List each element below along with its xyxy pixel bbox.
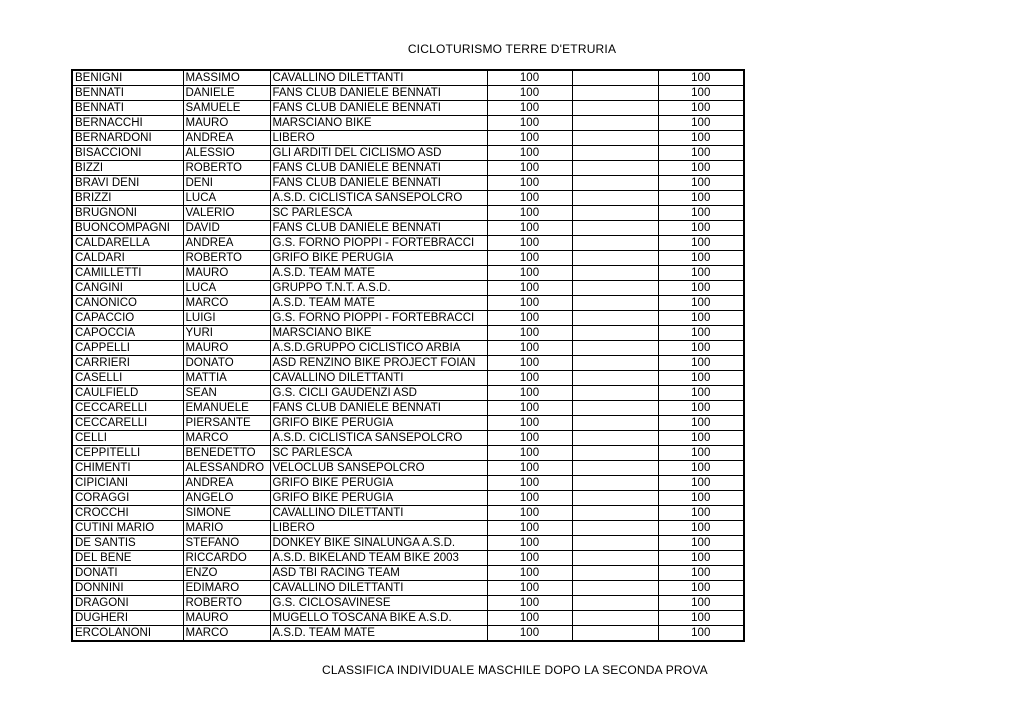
surname-cell: DONATI — [72, 566, 183, 581]
team-cell: GRIFO BIKE PERUGIA — [270, 491, 487, 506]
second-race-points-cell — [572, 371, 658, 386]
table-row — [72, 206, 744, 221]
table-row — [72, 431, 744, 446]
surname-cell: CEPPITELLI — [72, 446, 183, 461]
table-row — [72, 446, 744, 461]
first-race-points-cell: 100 — [487, 476, 572, 491]
surname-cell: BISACCIONI — [72, 146, 183, 161]
surname-cell: CELLI — [72, 431, 183, 446]
second-race-points-cell — [572, 101, 658, 116]
total-points-cell: 100 — [658, 296, 744, 311]
first-race-points-cell: 100 — [487, 86, 572, 101]
table-row — [72, 596, 744, 611]
total-points-cell: 100 — [658, 356, 744, 371]
first-race-points-cell: 100 — [487, 311, 572, 326]
second-race-points-cell — [572, 506, 658, 521]
surname-cell: BRAVI DENI — [72, 176, 183, 191]
table-row — [72, 116, 744, 131]
total-points-cell: 100 — [658, 416, 744, 431]
results-table-body — [72, 70, 744, 641]
table-row — [72, 146, 744, 161]
first-name-cell: PIERSANTE — [183, 416, 270, 431]
total-points-cell: 100 — [658, 476, 744, 491]
second-race-points-cell — [572, 401, 658, 416]
surname-cell: CANONICO — [72, 296, 183, 311]
second-race-points-cell — [572, 626, 658, 642]
first-race-points-cell: 100 — [487, 461, 572, 476]
total-points-cell: 100 — [658, 266, 744, 281]
table-row — [72, 296, 744, 311]
total-points-cell: 100 — [658, 146, 744, 161]
first-name-cell: RICCARDO — [183, 551, 270, 566]
table-row — [72, 476, 744, 491]
first-race-points-cell: 100 — [487, 521, 572, 536]
second-race-points-cell — [572, 326, 658, 341]
first-race-points-cell: 100 — [487, 371, 572, 386]
surname-cell: BERNARDONI — [72, 131, 183, 146]
team-cell: FANS CLUB DANIELE BENNATI — [270, 161, 487, 176]
total-points-cell: 100 — [658, 551, 744, 566]
first-race-points-cell: 100 — [487, 566, 572, 581]
table-row — [72, 416, 744, 431]
second-race-points-cell — [572, 161, 658, 176]
surname-cell: CECCARELLI — [72, 401, 183, 416]
surname-cell: CANGINI — [72, 281, 183, 296]
first-race-points-cell: 100 — [487, 161, 572, 176]
first-name-cell: ROBERTO — [183, 596, 270, 611]
total-points-cell: 100 — [658, 101, 744, 116]
first-name-cell: ANDREA — [183, 131, 270, 146]
table-row — [72, 401, 744, 416]
table-row — [72, 626, 744, 642]
total-points-cell: 100 — [658, 191, 744, 206]
first-race-points-cell: 100 — [487, 116, 572, 131]
first-race-points-cell: 100 — [487, 596, 572, 611]
team-cell: DONKEY BIKE SINALUNGA A.S.D. — [270, 536, 487, 551]
team-cell: FANS CLUB DANIELE BENNATI — [270, 86, 487, 101]
team-cell: GRUPPO T.N.T. A.S.D. — [270, 281, 487, 296]
first-name-cell: ANGELO — [183, 491, 270, 506]
first-name-cell: MAURO — [183, 116, 270, 131]
second-race-points-cell — [572, 176, 658, 191]
team-cell: A.S.D. TEAM MATE — [270, 266, 487, 281]
first-race-points-cell: 100 — [487, 326, 572, 341]
team-cell: GRIFO BIKE PERUGIA — [270, 416, 487, 431]
total-points-cell: 100 — [658, 581, 744, 596]
second-race-points-cell — [572, 341, 658, 356]
total-points-cell: 100 — [658, 221, 744, 236]
second-race-points-cell — [572, 356, 658, 371]
total-points-cell: 100 — [658, 386, 744, 401]
table-row — [72, 191, 744, 206]
total-points-cell: 100 — [658, 371, 744, 386]
first-race-points-cell: 100 — [487, 506, 572, 521]
table-row — [72, 581, 744, 596]
first-race-points-cell: 100 — [487, 191, 572, 206]
first-name-cell: SEAN — [183, 386, 270, 401]
second-race-points-cell — [572, 221, 658, 236]
first-race-points-cell: 100 — [487, 176, 572, 191]
second-race-points-cell — [572, 566, 658, 581]
second-race-points-cell — [572, 446, 658, 461]
table-row — [72, 611, 744, 626]
first-name-cell: EMANUELE — [183, 401, 270, 416]
footer-caption: CLASSIFICA INDIVIDUALE MASCHILE DOPO LA SECONDA PROVA — [322, 663, 708, 677]
team-cell: GLI ARDITI DEL CICLISMO ASD — [270, 146, 487, 161]
surname-cell: CALDARELLA — [72, 236, 183, 251]
first-name-cell: ENZO — [183, 566, 270, 581]
team-cell: MARSCIANO BIKE — [270, 116, 487, 131]
second-race-points-cell — [572, 596, 658, 611]
first-name-cell: ALESSANDRO — [183, 461, 270, 476]
surname-cell: CAPACCIO — [72, 311, 183, 326]
team-cell: CAVALLINO DILETTANTI — [270, 506, 487, 521]
total-points-cell: 100 — [658, 341, 744, 356]
first-race-points-cell: 100 — [487, 356, 572, 371]
surname-cell: CECCARELLI — [72, 416, 183, 431]
table-row — [72, 521, 744, 536]
table-row — [72, 281, 744, 296]
surname-cell: CUTINI MARIO — [72, 521, 183, 536]
first-name-cell: MAURO — [183, 266, 270, 281]
team-cell: FANS CLUB DANIELE BENNATI — [270, 221, 487, 236]
second-race-points-cell — [572, 236, 658, 251]
total-points-cell: 100 — [658, 326, 744, 341]
first-name-cell: ROBERTO — [183, 161, 270, 176]
second-race-points-cell — [572, 281, 658, 296]
table-row — [72, 86, 744, 101]
first-race-points-cell: 100 — [487, 296, 572, 311]
first-race-points-cell: 100 — [487, 386, 572, 401]
first-race-points-cell: 100 — [487, 581, 572, 596]
surname-cell: BENIGNI — [72, 70, 183, 86]
second-race-points-cell — [572, 311, 658, 326]
total-points-cell: 100 — [658, 251, 744, 266]
first-name-cell: ROBERTO — [183, 251, 270, 266]
first-name-cell: MASSIMO — [183, 70, 270, 86]
total-points-cell: 100 — [658, 176, 744, 191]
surname-cell: CIPICIANI — [72, 476, 183, 491]
surname-cell: CORAGGI — [72, 491, 183, 506]
surname-cell: CASELLI — [72, 371, 183, 386]
table-row — [72, 236, 744, 251]
first-race-points-cell: 100 — [487, 101, 572, 116]
second-race-points-cell — [572, 86, 658, 101]
first-race-points-cell: 100 — [487, 281, 572, 296]
team-cell: MARSCIANO BIKE — [270, 326, 487, 341]
surname-cell: BENNATI — [72, 86, 183, 101]
first-name-cell: ANDREA — [183, 236, 270, 251]
first-race-points-cell: 100 — [487, 146, 572, 161]
team-cell: ASD RENZINO BIKE PROJECT FOIAN — [270, 356, 487, 371]
team-cell: A.S.D. CICLISTICA SANSEPOLCRO — [270, 191, 487, 206]
first-race-points-cell: 100 — [487, 206, 572, 221]
first-name-cell: STEFANO — [183, 536, 270, 551]
results-table — [71, 69, 745, 642]
second-race-points-cell — [572, 116, 658, 131]
table-row — [72, 356, 744, 371]
team-cell: G.S. FORNO PIOPPI - FORTEBRACCI — [270, 236, 487, 251]
team-cell: LIBERO — [270, 521, 487, 536]
first-name-cell: VALERIO — [183, 206, 270, 221]
team-cell: CAVALLINO DILETTANTI — [270, 70, 487, 86]
second-race-points-cell — [572, 251, 658, 266]
surname-cell: CROCCHI — [72, 506, 183, 521]
total-points-cell: 100 — [658, 131, 744, 146]
team-cell: A.S.D. TEAM MATE — [270, 296, 487, 311]
team-cell: A.S.D. TEAM MATE — [270, 626, 487, 642]
total-points-cell: 100 — [658, 116, 744, 131]
table-row — [72, 506, 744, 521]
table-row — [72, 491, 744, 506]
first-race-points-cell: 100 — [487, 536, 572, 551]
team-cell: FANS CLUB DANIELE BENNATI — [270, 176, 487, 191]
first-name-cell: LUCA — [183, 281, 270, 296]
second-race-points-cell — [572, 386, 658, 401]
first-race-points-cell: 100 — [487, 626, 572, 642]
team-cell: FANS CLUB DANIELE BENNATI — [270, 101, 487, 116]
first-race-points-cell: 100 — [487, 131, 572, 146]
team-cell: CAVALLINO DILETTANTI — [270, 371, 487, 386]
surname-cell: CAULFIELD — [72, 386, 183, 401]
total-points-cell: 100 — [658, 506, 744, 521]
second-race-points-cell — [572, 461, 658, 476]
total-points-cell: 100 — [658, 446, 744, 461]
surname-cell: DRAGONI — [72, 596, 183, 611]
table-row — [72, 131, 744, 146]
surname-cell: BRUGNONI — [72, 206, 183, 221]
table-row — [72, 251, 744, 266]
total-points-cell: 100 — [658, 281, 744, 296]
second-race-points-cell — [572, 431, 658, 446]
total-points-cell: 100 — [658, 611, 744, 626]
first-name-cell: DANIELE — [183, 86, 270, 101]
surname-cell: CAPOCCIA — [72, 326, 183, 341]
surname-cell: BERNACCHI — [72, 116, 183, 131]
second-race-points-cell — [572, 206, 658, 221]
table-row — [72, 386, 744, 401]
first-race-points-cell: 100 — [487, 70, 572, 86]
table-row — [72, 326, 744, 341]
first-race-points-cell: 100 — [487, 416, 572, 431]
second-race-points-cell — [572, 476, 658, 491]
first-name-cell: ALESSIO — [183, 146, 270, 161]
team-cell: G.S. FORNO PIOPPI - FORTEBRACCI — [270, 311, 487, 326]
first-name-cell: SAMUELE — [183, 101, 270, 116]
total-points-cell: 100 — [658, 311, 744, 326]
second-race-points-cell — [572, 146, 658, 161]
first-name-cell: MARCO — [183, 431, 270, 446]
second-race-points-cell — [572, 551, 658, 566]
total-points-cell: 100 — [658, 596, 744, 611]
total-points-cell: 100 — [658, 536, 744, 551]
first-name-cell: BENEDETTO — [183, 446, 270, 461]
first-name-cell: MARIO — [183, 521, 270, 536]
team-cell: SC PARLESCA — [270, 206, 487, 221]
first-race-points-cell: 100 — [487, 491, 572, 506]
surname-cell: CAMILLETTI — [72, 266, 183, 281]
table-row — [72, 266, 744, 281]
team-cell: SC PARLESCA — [270, 446, 487, 461]
total-points-cell: 100 — [658, 566, 744, 581]
first-name-cell: MARCO — [183, 296, 270, 311]
second-race-points-cell — [572, 70, 658, 86]
first-name-cell: LUIGI — [183, 311, 270, 326]
second-race-points-cell — [572, 611, 658, 626]
first-race-points-cell: 100 — [487, 431, 572, 446]
table-row — [72, 551, 744, 566]
surname-cell: DUGHERI — [72, 611, 183, 626]
first-name-cell: MARCO — [183, 626, 270, 642]
team-cell: GRIFO BIKE PERUGIA — [270, 476, 487, 491]
surname-cell: BIZZI — [72, 161, 183, 176]
surname-cell: CHIMENTI — [72, 461, 183, 476]
first-race-points-cell: 100 — [487, 551, 572, 566]
surname-cell: DEL BENE — [72, 551, 183, 566]
second-race-points-cell — [572, 491, 658, 506]
table-row — [72, 221, 744, 236]
surname-cell: DONNINI — [72, 581, 183, 596]
total-points-cell: 100 — [658, 86, 744, 101]
first-race-points-cell: 100 — [487, 266, 572, 281]
team-cell: LIBERO — [270, 131, 487, 146]
first-race-points-cell: 100 — [487, 611, 572, 626]
first-race-points-cell: 100 — [487, 236, 572, 251]
surname-cell: BUONCOMPAGNI — [72, 221, 183, 236]
team-cell: GRIFO BIKE PERUGIA — [270, 251, 487, 266]
first-race-points-cell: 100 — [487, 221, 572, 236]
second-race-points-cell — [572, 296, 658, 311]
second-race-points-cell — [572, 536, 658, 551]
first-race-points-cell: 100 — [487, 446, 572, 461]
second-race-points-cell — [572, 581, 658, 596]
total-points-cell: 100 — [658, 401, 744, 416]
surname-cell: CALDARI — [72, 251, 183, 266]
second-race-points-cell — [572, 191, 658, 206]
surname-cell: ERCOLANONI — [72, 626, 183, 642]
first-name-cell: MATTIA — [183, 371, 270, 386]
total-points-cell: 100 — [658, 431, 744, 446]
first-name-cell: DENI — [183, 176, 270, 191]
first-name-cell: DONATO — [183, 356, 270, 371]
table-row — [72, 536, 744, 551]
second-race-points-cell — [572, 131, 658, 146]
surname-cell: BRIZZI — [72, 191, 183, 206]
surname-cell: CARRIERI — [72, 356, 183, 371]
table-row — [72, 161, 744, 176]
table-row — [72, 101, 744, 116]
first-race-points-cell: 100 — [487, 401, 572, 416]
total-points-cell: 100 — [658, 491, 744, 506]
second-race-points-cell — [572, 416, 658, 431]
table-row — [72, 341, 744, 356]
table-row — [72, 70, 744, 86]
team-cell: MUGELLO TOSCANA BIKE A.S.D. — [270, 611, 487, 626]
table-row — [72, 311, 744, 326]
team-cell: G.S. CICLI GAUDENZI ASD — [270, 386, 487, 401]
table-row — [72, 176, 744, 191]
first-name-cell: DAVID — [183, 221, 270, 236]
first-race-points-cell: 100 — [487, 251, 572, 266]
total-points-cell: 100 — [658, 161, 744, 176]
table-row — [72, 461, 744, 476]
team-cell: G.S. CICLOSAVINESE — [270, 596, 487, 611]
first-name-cell: LUCA — [183, 191, 270, 206]
first-name-cell: YURI — [183, 326, 270, 341]
first-race-points-cell: 100 — [487, 341, 572, 356]
table-row — [72, 566, 744, 581]
first-name-cell: ANDREA — [183, 476, 270, 491]
team-cell: A.S.D. BIKELAND TEAM BIKE 2003 — [270, 551, 487, 566]
first-name-cell: EDIMARO — [183, 581, 270, 596]
second-race-points-cell — [572, 521, 658, 536]
total-points-cell: 100 — [658, 626, 744, 642]
team-cell: A.S.D. CICLISTICA SANSEPOLCRO — [270, 431, 487, 446]
team-cell: FANS CLUB DANIELE BENNATI — [270, 401, 487, 416]
page-title: CICLOTURISMO TERRE D'ETRURIA — [407, 42, 617, 56]
table-row — [72, 371, 744, 386]
team-cell: A.S.D.GRUPPO CICLISTICO ARBIA — [270, 341, 487, 356]
surname-cell: BENNATI — [72, 101, 183, 116]
team-cell: CAVALLINO DILETTANTI — [270, 581, 487, 596]
surname-cell: DE SANTIS — [72, 536, 183, 551]
team-cell: ASD TBI RACING TEAM — [270, 566, 487, 581]
total-points-cell: 100 — [658, 70, 744, 86]
first-name-cell: SIMONE — [183, 506, 270, 521]
surname-cell: CAPPELLI — [72, 341, 183, 356]
second-race-points-cell — [572, 266, 658, 281]
total-points-cell: 100 — [658, 206, 744, 221]
first-name-cell: MAURO — [183, 341, 270, 356]
total-points-cell: 100 — [658, 461, 744, 476]
first-name-cell: MAURO — [183, 611, 270, 626]
total-points-cell: 100 — [658, 521, 744, 536]
team-cell: VELOCLUB SANSEPOLCRO — [270, 461, 487, 476]
total-points-cell: 100 — [658, 236, 744, 251]
